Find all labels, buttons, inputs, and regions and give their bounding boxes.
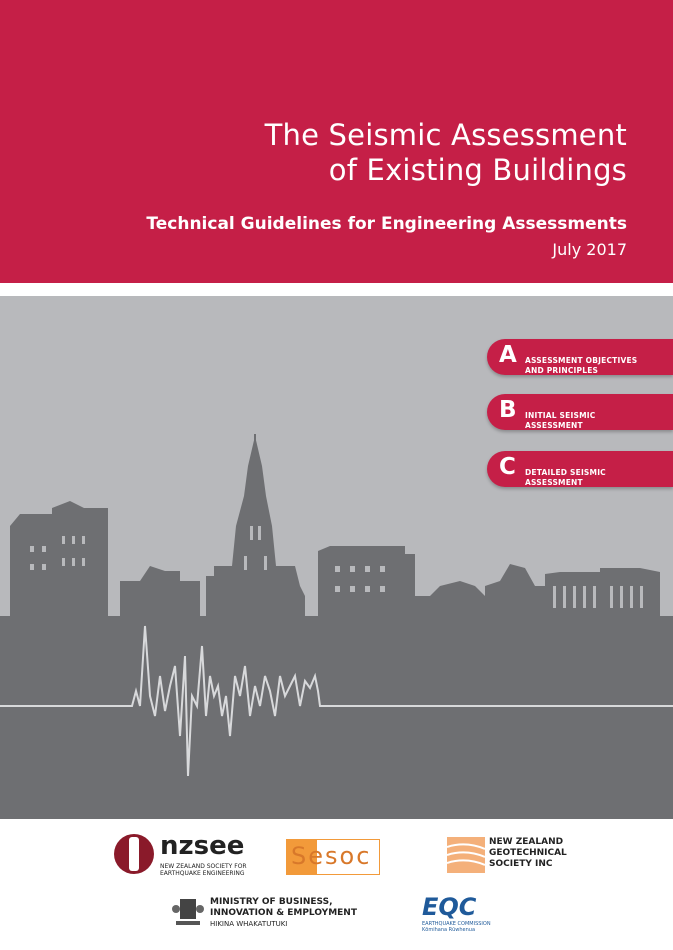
tab-letter: A — [499, 342, 517, 368]
mbie-logo: MINISTRY OF BUSINESS, INNOVATION & EMPLOYMENT HIKINA WHAKATUTUKI — [172, 895, 204, 933]
document-title — [265, 118, 627, 188]
tab-label: DETAILED SEISMIC ASSESSMENT — [525, 468, 606, 487]
cover-header — [0, 0, 673, 283]
sesoc-wordmark: Sesoc — [291, 842, 372, 870]
tab-letter: C — [499, 454, 516, 480]
title-line-2: of Existing Buildings — [328, 153, 627, 187]
tab-letter: B — [499, 397, 517, 423]
section-tab-b[interactable] — [487, 394, 673, 430]
nzsee-emblem-icon — [112, 829, 156, 879]
tab-label: INITIAL SEISMIC ASSESSMENT — [525, 411, 596, 430]
publication-date: July 2017 — [552, 240, 627, 259]
sesoc-logo — [286, 839, 380, 875]
cover-illustration — [0, 296, 673, 819]
tab-label: ASSESSMENT OBJECTIVES AND PRINCIPLES — [525, 356, 638, 375]
coat-of-arms-icon — [172, 895, 204, 929]
section-tab-c[interactable] — [487, 451, 673, 487]
partner-logos: nzsee NEW ZEALAND SOCIETY FOR EARTHQUAKE ENGINEERING Sesoc NEW ZEALAND GEOTECHNICAL SOCIETY INC MINISTRY OF BUSINESS, INNOVATION & EMPLOYMENT HIKINA WHAKATUTUKI EQC EARTHQUAKE COMMISSION Kōmihana Rūwhenua — [0, 819, 673, 950]
title-line-1: The Seismic Assessment — [264, 118, 627, 152]
nzgs-strata-icon — [447, 837, 485, 873]
nzsee-logo: nzsee NEW ZEALAND SOCIETY FOR EARTHQUAKE ENGINEERING — [112, 829, 156, 883]
section-tab-a[interactable] — [487, 339, 673, 375]
document-subtitle: Technical Guidelines for Engineering Assessments — [146, 214, 627, 234]
nzgs-logo: NEW ZEALAND GEOTECHNICAL SOCIETY INC — [447, 837, 485, 877]
